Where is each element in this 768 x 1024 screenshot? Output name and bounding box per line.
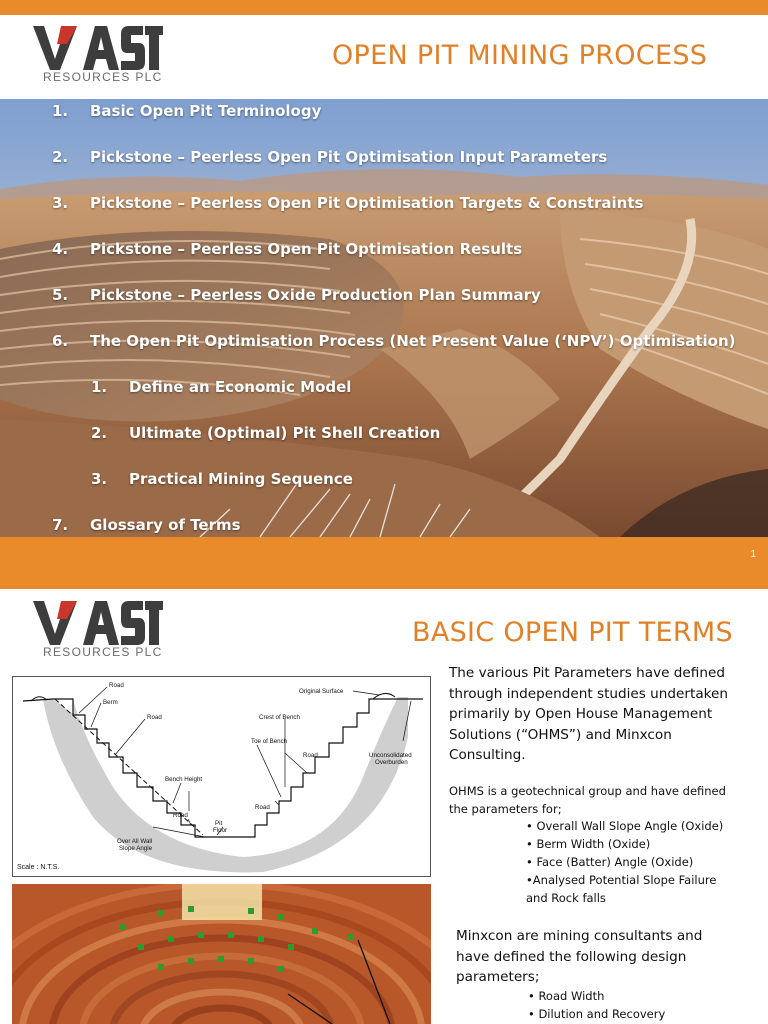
label-toe: Toe of Bench: [251, 738, 288, 745]
label-crest: Crest of Bench: [259, 714, 300, 721]
minxcon-bullet: • Road Width: [528, 989, 605, 1003]
vast-wordmark-icon: [33, 26, 163, 72]
top-accent-bar: [0, 0, 768, 15]
label-bench-height: Bench Height: [165, 776, 203, 783]
label-road-1: Road: [109, 682, 124, 689]
slide-title: OPEN PIT MINING PROCESS: [332, 40, 708, 71]
logo-subtitle: RESOURCES PLC: [43, 645, 163, 659]
bottom-accent-bar: [0, 537, 768, 589]
pit-section-icon: [13, 677, 431, 877]
agenda-list: 1. Basic Open Pit Terminology 2. Pickstone – Peerless Open Pit Optimisation Input Parameters 3. Pickstone – Peerless Open Pit Optimisation Targets & Constraints 4. Pickstone – Peerless Open Pit Optimisation Results 5. Pickstone – Peerless Oxide Production Plan Summary 6. The Open Pit Optimisation Process (Net Present Value (‘NPV’) Optimisation) 1. Define an Economic Model 2. Ultimate (Optimal) Pit Shell Creation 3. Practical Mining Sequence 7. Glossary of Terms: [52, 102, 736, 534]
logo-subtitle: RESOURCES PLC: [43, 70, 163, 84]
label-berm: Berm: [103, 699, 118, 706]
label-scale: Scale : N.T.S.: [17, 864, 60, 871]
minxcon-bullet: • Dilution and Recovery: [528, 1007, 666, 1021]
label-overall-angle-1: Over All Wall: [117, 838, 153, 845]
intro-paragraph: The various Pit Parameters have defined through independent studies undertaken primarily by Open House Management Solutions (“OHMS”) and Minxcon Consulting.: [449, 665, 729, 763]
slide-2: [0, 589, 768, 1024]
vast-wordmark-icon: [33, 601, 163, 647]
label-unconsolidated-1: Unconsolidated: [369, 752, 412, 759]
label-road-2: Road: [147, 714, 162, 721]
pit-cross-section-diagram: [12, 676, 431, 877]
label-overall-angle-2: Slope Angle: [119, 845, 153, 852]
label-pit-floor-1: Pit: [215, 820, 223, 827]
page-number: 1: [750, 549, 756, 560]
ohms-bullet: • Overall Wall Slope Angle (Oxide): [526, 819, 724, 833]
label-original-surface: Original Surface: [299, 688, 344, 695]
label-road-4: Road: [303, 752, 318, 759]
ohms-bullet: • Face (Batter) Angle (Oxide): [526, 855, 694, 869]
label-unconsolidated-2: Overburden: [375, 759, 408, 766]
pit-3d-render: [12, 884, 431, 1024]
label-road-3: Road: [173, 812, 188, 819]
ohms-bullet: •Analysed Potential Slope Failure: [526, 873, 717, 887]
slide-title: BASIC OPEN PIT TERMS: [412, 617, 733, 648]
label-pit-floor-2: Floor: [213, 827, 228, 834]
vast-logo: [33, 601, 163, 661]
label-road-5: Road: [255, 804, 270, 811]
vast-logo: [33, 26, 163, 86]
ohms-bullet: and Rock falls: [526, 891, 606, 905]
pit-shell-render-icon: [12, 884, 431, 1024]
minxcon-paragraph: Minxcon are mining consultants and have defined the following design parameters;: [456, 928, 703, 985]
ohms-paragraph: OHMS is a geotechnical group and have defined the parameters for;: [449, 784, 726, 816]
ohms-bullet: • Berm Width (Oxide): [526, 837, 651, 851]
